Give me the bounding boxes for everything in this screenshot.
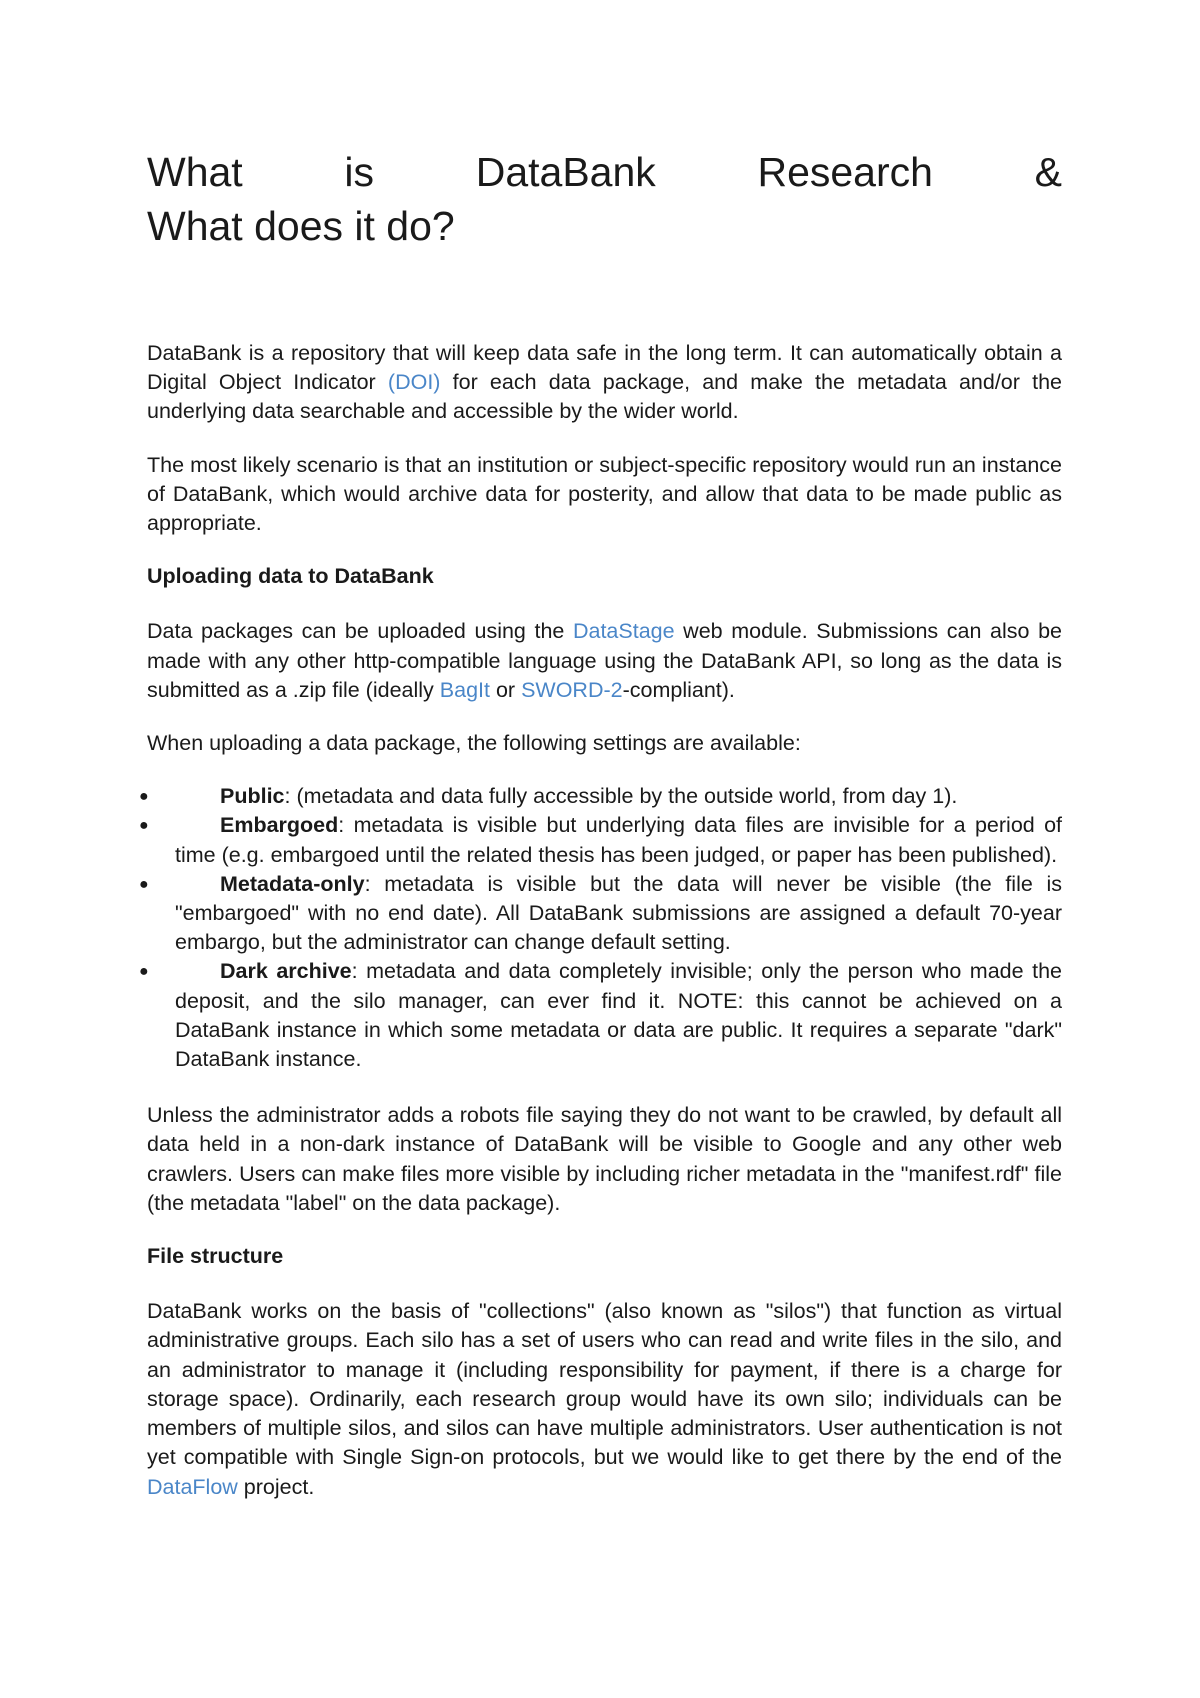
bullet-icon: ● [139,875,149,893]
upload-paragraph-2: When uploading a data package, the following settings are available: [147,731,801,756]
setting-text: : (metadata and data fully accessible by the outside world, from day 1). [284,784,958,809]
setting-term-dark-archive: Dark archive [220,959,352,984]
uploading-heading: Uploading data to DataBank [147,564,434,589]
document-page [139,145,1062,1526]
bullet-icon: ● [139,963,149,981]
upload-paragraph-1 [147,617,1062,705]
file-structure-heading: File structure [147,1244,284,1269]
upload-text-d: -compliant). [622,677,735,702]
page-title [147,145,1062,253]
dataflow-link[interactable]: DataFlow [147,1474,238,1499]
page-title-line-1: What is DataBank Research & [147,149,1062,195]
file-structure-text-b: project. [237,1474,315,1499]
intro-paragraph-2: The most likely scenario is that an institution or subject-specific repository would run an instance of DataBank, which would archive data for posterity, and allow that data to be made public as appropriate. [147,452,1062,536]
setting-text: : metadata is visible but underlying data files are invisible for a period of time (e.g. embargoed until the related thesis has been judged, or paper has been published). [175,813,1062,867]
file-structure-text-a: DataBank works on the basis of "collections" (also known as "silos") that function as virtual administrative groups. Each silo has a set of users who can read and write files in the silo, and an administrator to manage it (including responsibility for payment, if there is a charge for storage space). Ordinarily, each research group would have its own silo; individuals can be members of multiple silos, and silos can have multiple administrators. User authentication is not yet compatible with Single Sign-on protocols, but we would like to get there by the end of the [147,1299,1062,1470]
setting-term-metadata-only: Metadata-only [220,871,365,896]
list-item [139,782,1062,811]
intro-text-b: for each data package, and make the metadata and/or the underlying data searchable and accessible by the wider world. [147,370,1062,424]
setting-text: : metadata is visible but the data will never be visible (the file is "embargoed" with no end date). All DataBank submissions are assigned a default 70-year embargo, but the administrator can change default setting. [175,871,1062,955]
file-structure-paragraph [147,1297,1062,1501]
setting-term-embargoed: Embargoed [220,813,339,838]
upload-text-a: Data packages can be uploaded using the [147,619,573,644]
datastage-link[interactable]: DataStage [572,619,675,644]
doi-link[interactable]: (DOI) [387,370,441,395]
bullet-icon: ● [139,817,149,835]
intro-text-a: DataBank is a repository that will keep data safe in the long term. It can automatically obtain a Digital Object Indicator [147,341,1062,395]
bagit-link[interactable]: BagIt [439,677,490,702]
upload-paragraph-3: Unless the administrator adds a robots file saying they do not want to be crawled, by default all data held in a non-dark instance of DataBank will be visible to Google and any other web crawlers. Users can make files more visible by including richer metadata in the "manifest.rdf" file (the metadata "label" on the data package). [147,1103,1062,1215]
settings-list [139,782,1062,1074]
setting-term-public: Public [220,784,285,809]
upload-text-b: web module. Submissions can also be made with any other http-compatible language using the DataBank API, so long as the data is submitted as a .zip file (ideally [147,619,1062,702]
bullet-icon: ● [139,788,149,806]
setting-text: : metadata and data completely invisible; only the person who made the deposit, and the silo manager, can ever find it. NOTE: this cannot be achieved on a DataBank instance in which some metadata or data are public. It requires a separate "dark" DataBank instance. [175,959,1062,1072]
intro-paragraph-1 [147,339,1062,427]
sword2-link[interactable]: SWORD-2 [521,677,623,702]
upload-text-c: or [489,677,522,702]
page-title-line-2: What does it do? [147,203,455,249]
list-item [139,870,1062,958]
list-item [139,811,1062,869]
list-item [139,957,1062,1074]
